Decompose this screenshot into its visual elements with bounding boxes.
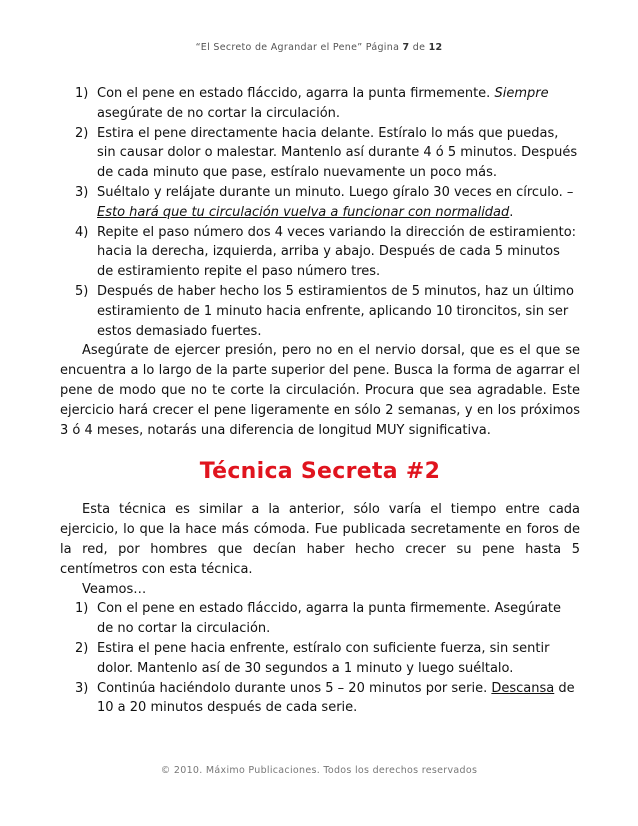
list-number: 5) [75, 283, 89, 299]
list-item [60, 223, 580, 282]
list-text-continued: . [509, 204, 514, 220]
intro-text: Veamos… [82, 581, 147, 597]
list-item [60, 183, 580, 223]
list-text: Repite el paso número dos 4 veces variando la dirección de estiramiento: hacia la derecha, izquierda, arriba y abajo. Después de cada 5 minutos de estiramiento repite el paso número tres. [97, 224, 577, 280]
list-text: Con el pene en estado fláccido, agarra la punta firmemente. [97, 86, 495, 101]
paragraph-technique-2: Esta técnica es similar a la anterior, sólo varía el tiempo entre cada ejercicio, lo que la hace más cómoda. Fue publicada secretamente en foros de la red, por hombres que decían haber hecho crecer su pene hasta 5 centímetros con esta técnica. [60, 502, 580, 577]
page-header [0, 42, 638, 53]
list-number: 4) [75, 224, 89, 240]
list-number: 2) [75, 640, 89, 656]
steps-list-1 [60, 84, 580, 341]
list-number: 1) [75, 601, 89, 617]
document-body [60, 84, 580, 718]
page-footer: © 2010. Máximo Publicaciones. Todos los derechos reservados [160, 765, 478, 776]
steps-list-2 [60, 599, 580, 718]
header-page-sep: de [412, 42, 426, 53]
list-item [60, 282, 580, 341]
list-item [60, 124, 580, 183]
list-item [60, 84, 580, 124]
list-text: Estira el pene directamente hacia delante. Estíralo lo más que puedas, sin causar dolor o malestar. Mantenlo así durante 4 ó 5 minutos. Después de cada minuto que pase, estíralo nuevamente un poco más. [97, 125, 578, 181]
list-number: 1) [75, 86, 89, 101]
list-number: 3) [75, 680, 89, 696]
list-text: Con el pene en estado fláccido, agarra la punta firmemente. Asegúrate de no cortar la circulación. [97, 601, 562, 637]
section-title: Técnica Secreta #2 [199, 459, 441, 485]
list-underlined-word: Descansa [491, 680, 555, 696]
list-text: Estira el pene hacia enfrente, estíralo con suficiente fuerza, sin sentir dolor. Mantenlo así de 30 segundos a 1 minuto y luego suéltalo. [97, 640, 550, 676]
header-page-current: 7 [402, 42, 410, 53]
list-text-continued: de 10 a 20 minutos después de cada serie. [97, 680, 575, 716]
list-item [60, 639, 580, 679]
list-number: 2) [75, 125, 89, 141]
list-item [60, 599, 580, 639]
list-text: Después de haber hecho los 5 estiramientos de 5 minutos, haz un último estiramiento de 1 minuto hacia enfrente, aplicando 10 tironcitos, sin ser estos demasiado fuertes. [97, 283, 574, 339]
list-text-continued: asegúrate de no cortar la circulación. [97, 105, 341, 121]
list-text: Suéltalo y relájate durante un minuto. Luego gíralo 30 veces en círculo. – [97, 184, 574, 200]
list-item [60, 679, 580, 719]
list-text: Continúa haciéndolo durante unos 5 – 20 minutos por serie. [97, 680, 492, 696]
paragraph-pressure: Asegúrate de ejercer presión, pero no en el nervio dorsal, que es el que se encuentra a lo largo de la parte superior del pene. Busca la forma de agarrar el pene de modo que no te corte la circulación. Procura que sea agradable. Este ejercicio hará crecer el pene ligeramente en sólo 2 semanas, y en los próximos 3 ó 4 meses, notarás una diferencia de longitud MUY significativa. [60, 343, 580, 438]
list-emphasis: Siempre [494, 86, 549, 101]
header-title: “El Secreto de Agrandar el Pene” Página [195, 42, 400, 53]
list-emphasis-underlined: Esto hará que tu circulación vuelva a funcionar con normalidad [97, 204, 510, 220]
header-page-total: 12 [428, 42, 443, 53]
list-number: 3) [75, 184, 89, 200]
